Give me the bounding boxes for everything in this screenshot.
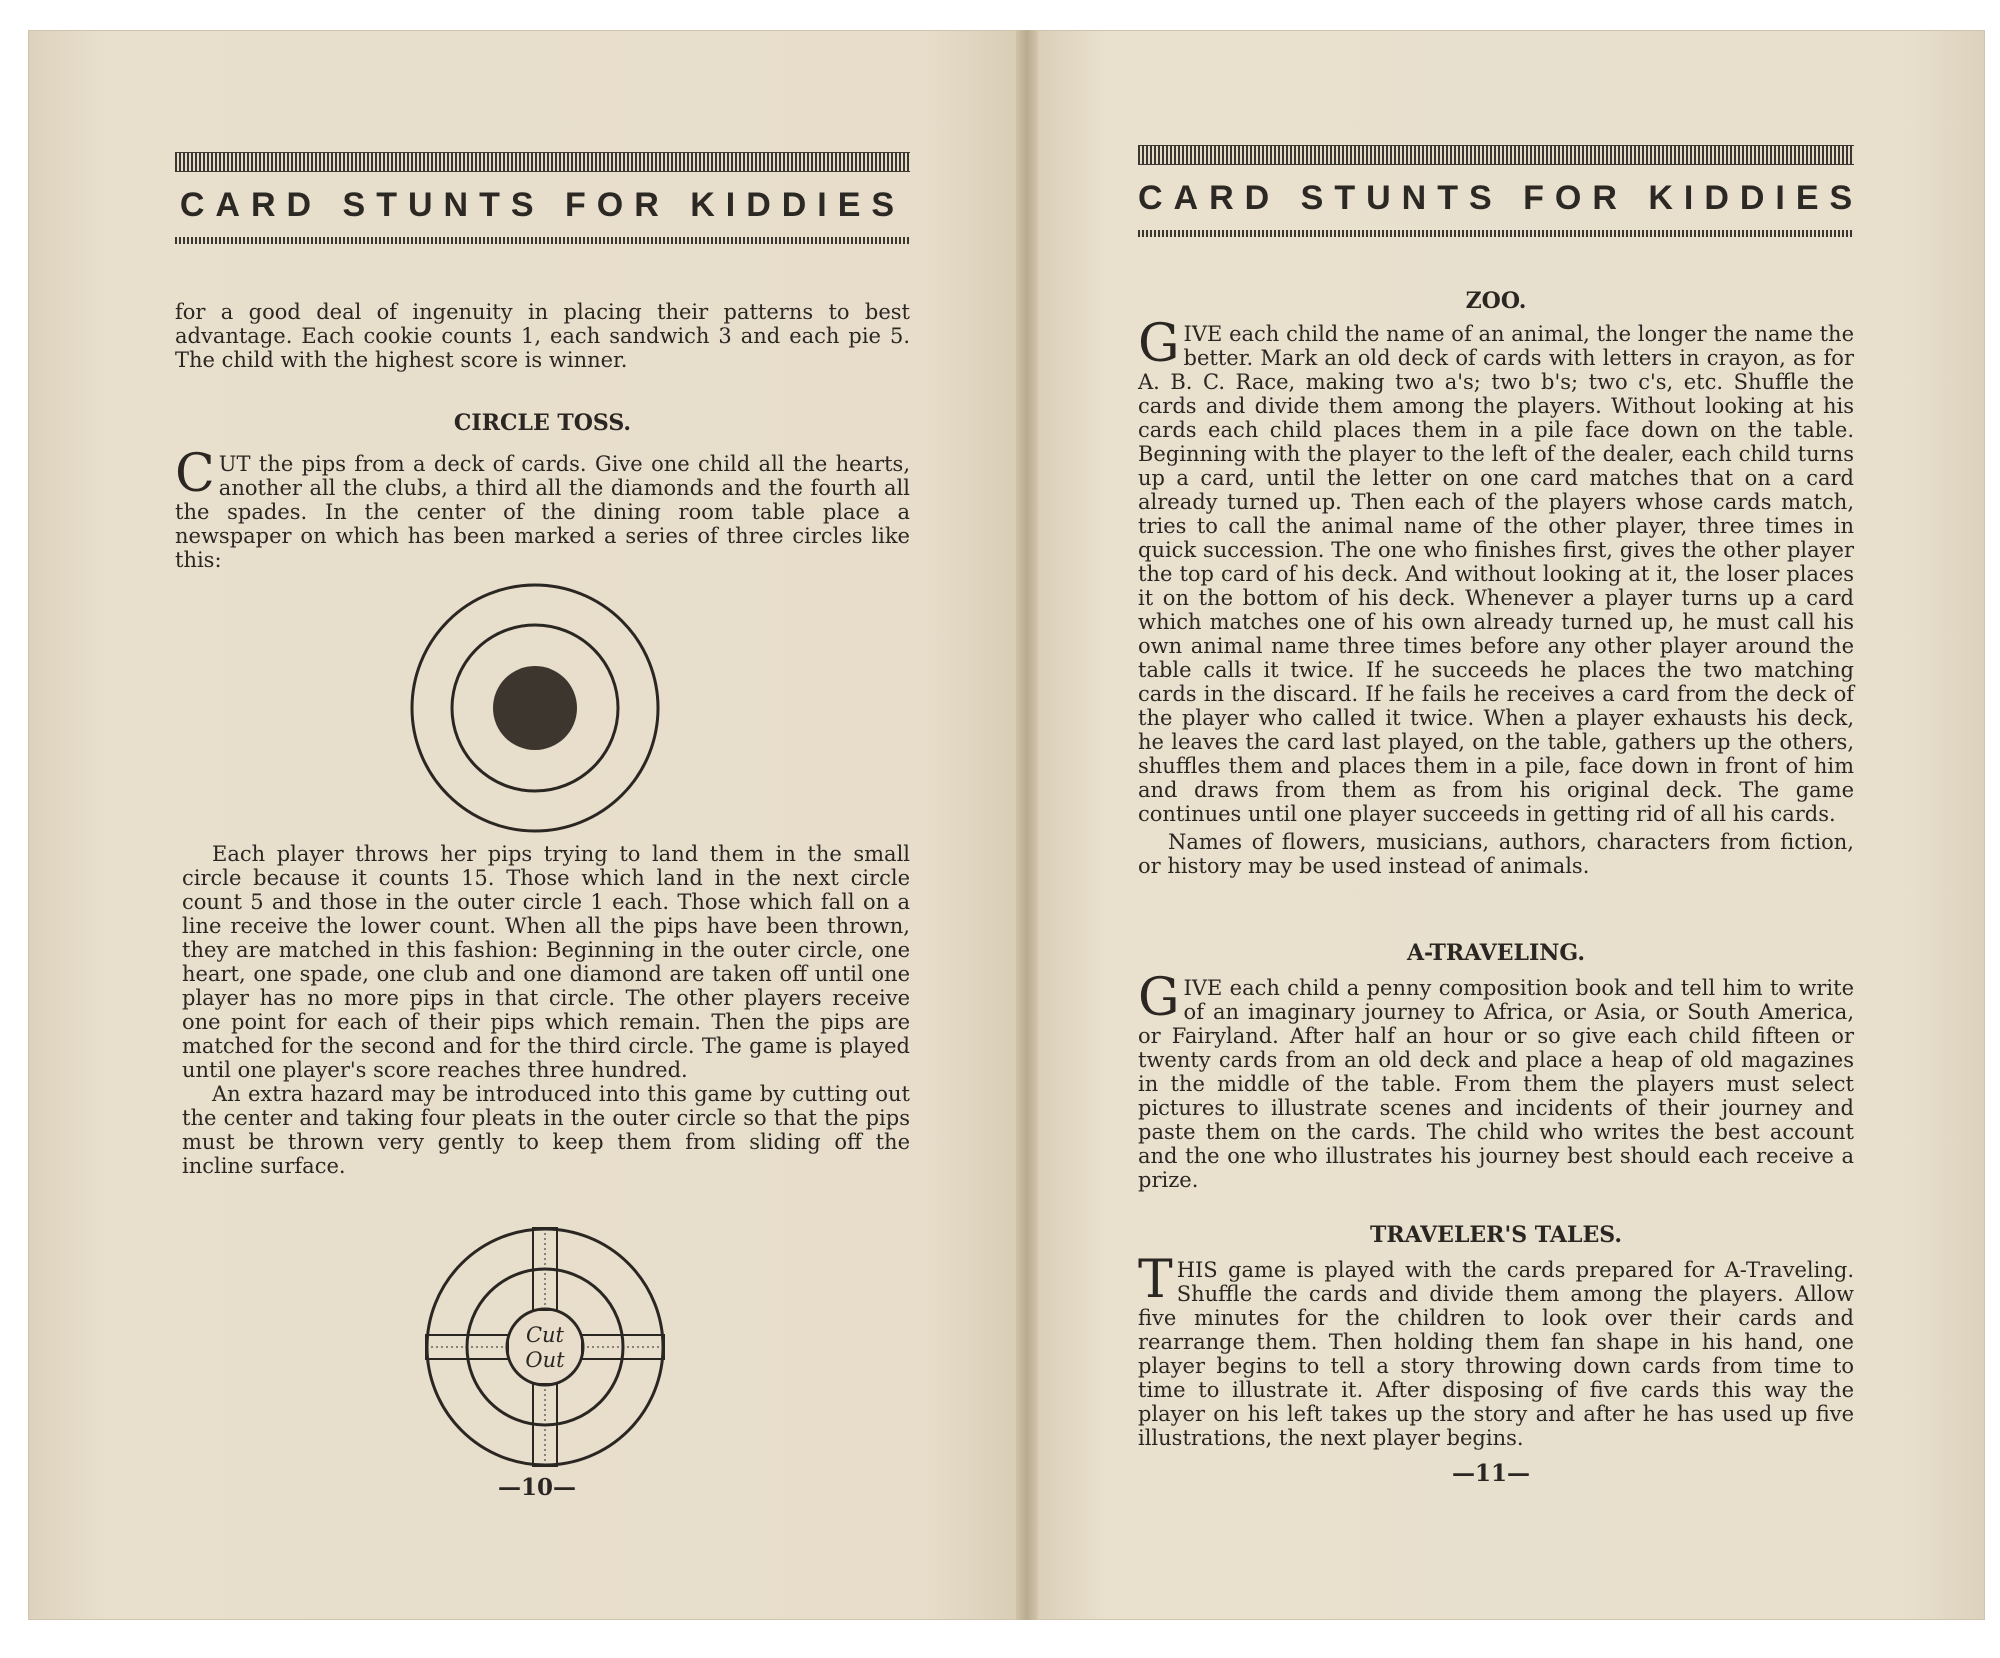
travelers-tales-heading: TRAVELER'S TALES.: [1369, 1222, 1622, 1248]
header-rule-bottom: [175, 237, 910, 244]
a-traveling-para1: IVE each child a penny composition book and tell him to write of an imaginary journey to Africa, or Asia, or South America, or Fairyland. After half an hour or so give each child fifteen or twenty cards from an old deck and place a heap of old magazines in the middle of the table. From them the players must select pictures to illustrate scenes and incidents of their journey and paste them on the cards. The child who writes the best account and the one who illustrates his journey best should each receive a prize.: [1138, 976, 1854, 1192]
bullseye: [493, 666, 577, 750]
header-title: CARD STUNTS FOR KIDDIES: [179, 186, 906, 224]
circle-toss-para3: An extra hazard may be introduced into this game by cutting out the center and taking four pleats in the outer circle so that the pips must be thrown very gently to keep them from sliding off the incline surface.: [182, 1082, 910, 1178]
cut-out-target-diagram: [420, 1222, 670, 1472]
right-running-header: [1138, 145, 1864, 237]
a-traveling-section: [1138, 968, 1854, 1192]
zoo-para1: IVE each child the name of an animal, the longer the name the better. Mark an old deck of cards with letters in crayon, as for A. B. C. Race, making two a's; two b's; two c's, etc. Shuffle the cards and divide them among the players. Without looking at his cards each child places them in a pile face down on the table. Beginning with the player to the left of the dealer, each child turns up a card, until the letter on one card matches that on a card already turned up. Then each of the players whose cards match, tries to call the animal name of the other player, three times in quick succession. The one who finishes first, gives the other player the top card of his deck. And without looking at it, the loser places it on the bottom of his deck. Whenever a player turns up a card which matches one of his own already turned up, he must call his own animal name three times before any other player around the table calls it twice. If he succeeds he places the two matching cards in the discard. If he fails he receives a card from the deck of the player who called it twice. When a player exhausts his deck, he leaves the card last played, on the table, gathers up the others, shuffles them and places them in a pile, face down in front of him and draws from them as from his original deck. The game continues until one player succeeds in getting rid of all his cards.: [1138, 322, 1854, 826]
target-circles-diagram: [405, 578, 665, 838]
a-traveling-heading: A-TRAVELING.: [1406, 940, 1586, 966]
left-intro-paragraph: [175, 300, 910, 372]
circle-toss-intro: [175, 444, 910, 572]
left-running-header: [175, 152, 910, 244]
dropcap-letter: G: [1138, 314, 1180, 374]
travelers-tales-section: [1138, 1250, 1854, 1450]
header-rule-top: [175, 152, 910, 172]
zoo-section: [1138, 314, 1854, 878]
out-label: Out: [525, 1348, 565, 1372]
zoo-para2: Names of flowers, musicians, authors, characters from fiction, or history may be used instead of animals.: [1138, 830, 1854, 878]
zoo-heading: ZOO.: [1465, 288, 1527, 314]
right-page-number: —11—: [1452, 1460, 1531, 1487]
circle-toss-para2: Each player throws her pips trying to land them in the small circle because it counts 15. Those which land in the next circle count 5 and those in the outer circle 1 each. Those which fall on a line receive the lower count. When all the pips have been thrown, they are matched in this fashion: Beginning in the outer circle, one heart, one spade, one club and one diamond are taken off until one player has no more pips in that circle. The other players receive one point for each of their pips which remain. Then the pips are matched for the second and for the third circle. The game is played until one player's score reaches three hundred.: [182, 842, 910, 1082]
cut-label: Cut: [525, 1323, 565, 1347]
dropcap-letter: T: [1138, 1250, 1173, 1310]
circle-toss-rules: [182, 842, 910, 1178]
intro-text: for a good deal of ingenuity in placing their patterns to best advantage. Each cookie counts 1, each sandwich 3 and each pie 5. The child with the highest score is winner.: [175, 300, 910, 372]
header-rule-bottom: [1138, 230, 1854, 237]
book-gutter: [1016, 30, 1038, 1620]
travelers-tales-para1: HIS game is played with the cards prepared for A-Traveling. Shuffle the cards and divide them among the players. Allow five minutes for the children to look over their cards and rearrange them. Then holding them fan shape in his hand, one player begins to tell a story throwing down cards from time to time to illustrate it. After disposing of five cards this way the player on his left takes up the story and after he has used up five illustrations, the next player begins.: [1138, 1258, 1854, 1450]
circle-toss-heading: CIRCLE TOSS.: [453, 410, 632, 436]
header-rule-top: [1138, 145, 1854, 165]
dropcap-letter: C: [175, 444, 215, 504]
left-page-number: —10—: [498, 1474, 577, 1501]
dropcap-letter: G: [1138, 968, 1180, 1028]
header-title: CARD STUNTS FOR KIDDIES: [1138, 179, 1864, 217]
circle-toss-para1: UT the pips from a deck of cards. Give one child all the hearts, another all the clubs, a third all the diamonds and the fourth all the spades. In the center of the dining room table place a newspaper on which has been marked a series of three circles like this:: [175, 452, 910, 572]
